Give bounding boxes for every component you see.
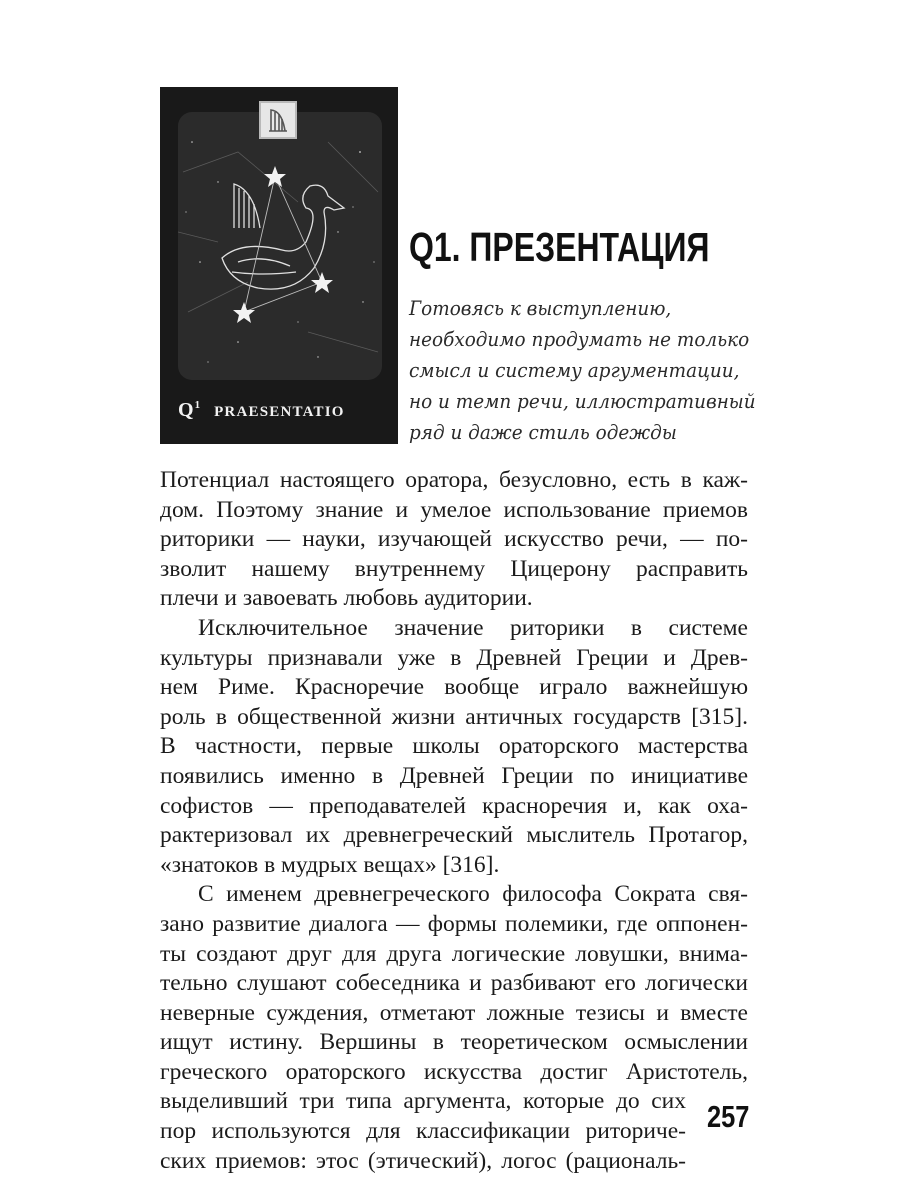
body-line: Потенциал настоящего оратора, безусловно, есть в каж- (160, 467, 748, 493)
body-line: софистов — преподавателей красноречия и, как оха- (160, 792, 748, 819)
body-text (160, 466, 748, 1176)
body-line: появились именно в Древней Греции по инициативе (160, 762, 748, 789)
body-line: «знатоков в мудрых вещах» [316]. (160, 851, 500, 878)
card-latin-name: PRAESENTATIO (214, 404, 345, 420)
epigraph-line: смысл и систему аргументации, (409, 358, 740, 382)
epigraph-line: Готовясь к выступлению, (409, 296, 672, 320)
swan-constellation-illustration (178, 112, 382, 380)
page-number: 257 (707, 1099, 750, 1134)
body-line: нем Риме. Красноречие вообще играло важнейшую (160, 674, 748, 701)
body-line: тельно слушают собеседника и разбивают его логически (160, 970, 748, 997)
epigraph-line: ряд и даже стиль одежды (409, 420, 677, 444)
epigraph-line: необходимо продумать не только (409, 327, 750, 351)
chapter-illustration-card (160, 87, 398, 444)
card-code: $Q^1$ (178, 399, 201, 421)
body-line: роль в общественной жизни античных государств [315]. (160, 703, 748, 730)
body-line: выделивший три типа аргумента, которые до сих (160, 1088, 686, 1115)
body-line: плечи и завоевать любовь аудитории. (160, 585, 533, 612)
body-line: неверные суждения, отметают ложные тезисы и вместе (160, 999, 748, 1026)
card-caption (178, 399, 345, 423)
body-line: пор используются для классификации риториче- (160, 1118, 686, 1145)
body-line: рактеризовал их древнегреческий мыслитель Протагор, (160, 822, 748, 849)
body-line: Исключительное значение риторики в системе (198, 614, 748, 641)
body-line: ты создают друг для друга логические ловушки, внима- (160, 940, 748, 967)
body-line: дом. Поэтому знание и умелое использование приемов (160, 496, 748, 523)
chapter-title: Q1. ПРЕЗЕНТАЦИЯ (409, 224, 710, 270)
body-line: риторики — науки, изучающей искусство речи, — по- (160, 526, 748, 553)
body-line: культуры признавали уже в Древней Греции и Древ- (160, 644, 748, 671)
body-line: В частности, первые школы ораторского мастерства (160, 733, 748, 760)
epigraph-line: но и темп речи, иллюстративный (409, 389, 756, 413)
body-line: С именем древнегреческого философа Сократа свя- (198, 881, 748, 908)
body-line: ищут истину. Вершины в теоретическом осмыслении (160, 1029, 748, 1056)
body-line: греческого ораторского искусства достиг Аристотель, (160, 1058, 748, 1085)
body-line: зано развитие диалога — формы полемики, где оппонен- (160, 910, 748, 937)
constellation-panel (178, 112, 382, 380)
body-line: ских приемов: этос (этический), логос (рациональ- (160, 1147, 686, 1174)
epigraph (409, 293, 759, 448)
harp-icon (259, 101, 297, 139)
body-line: зволит нашему внутреннему Цицерону расправить (160, 555, 748, 582)
